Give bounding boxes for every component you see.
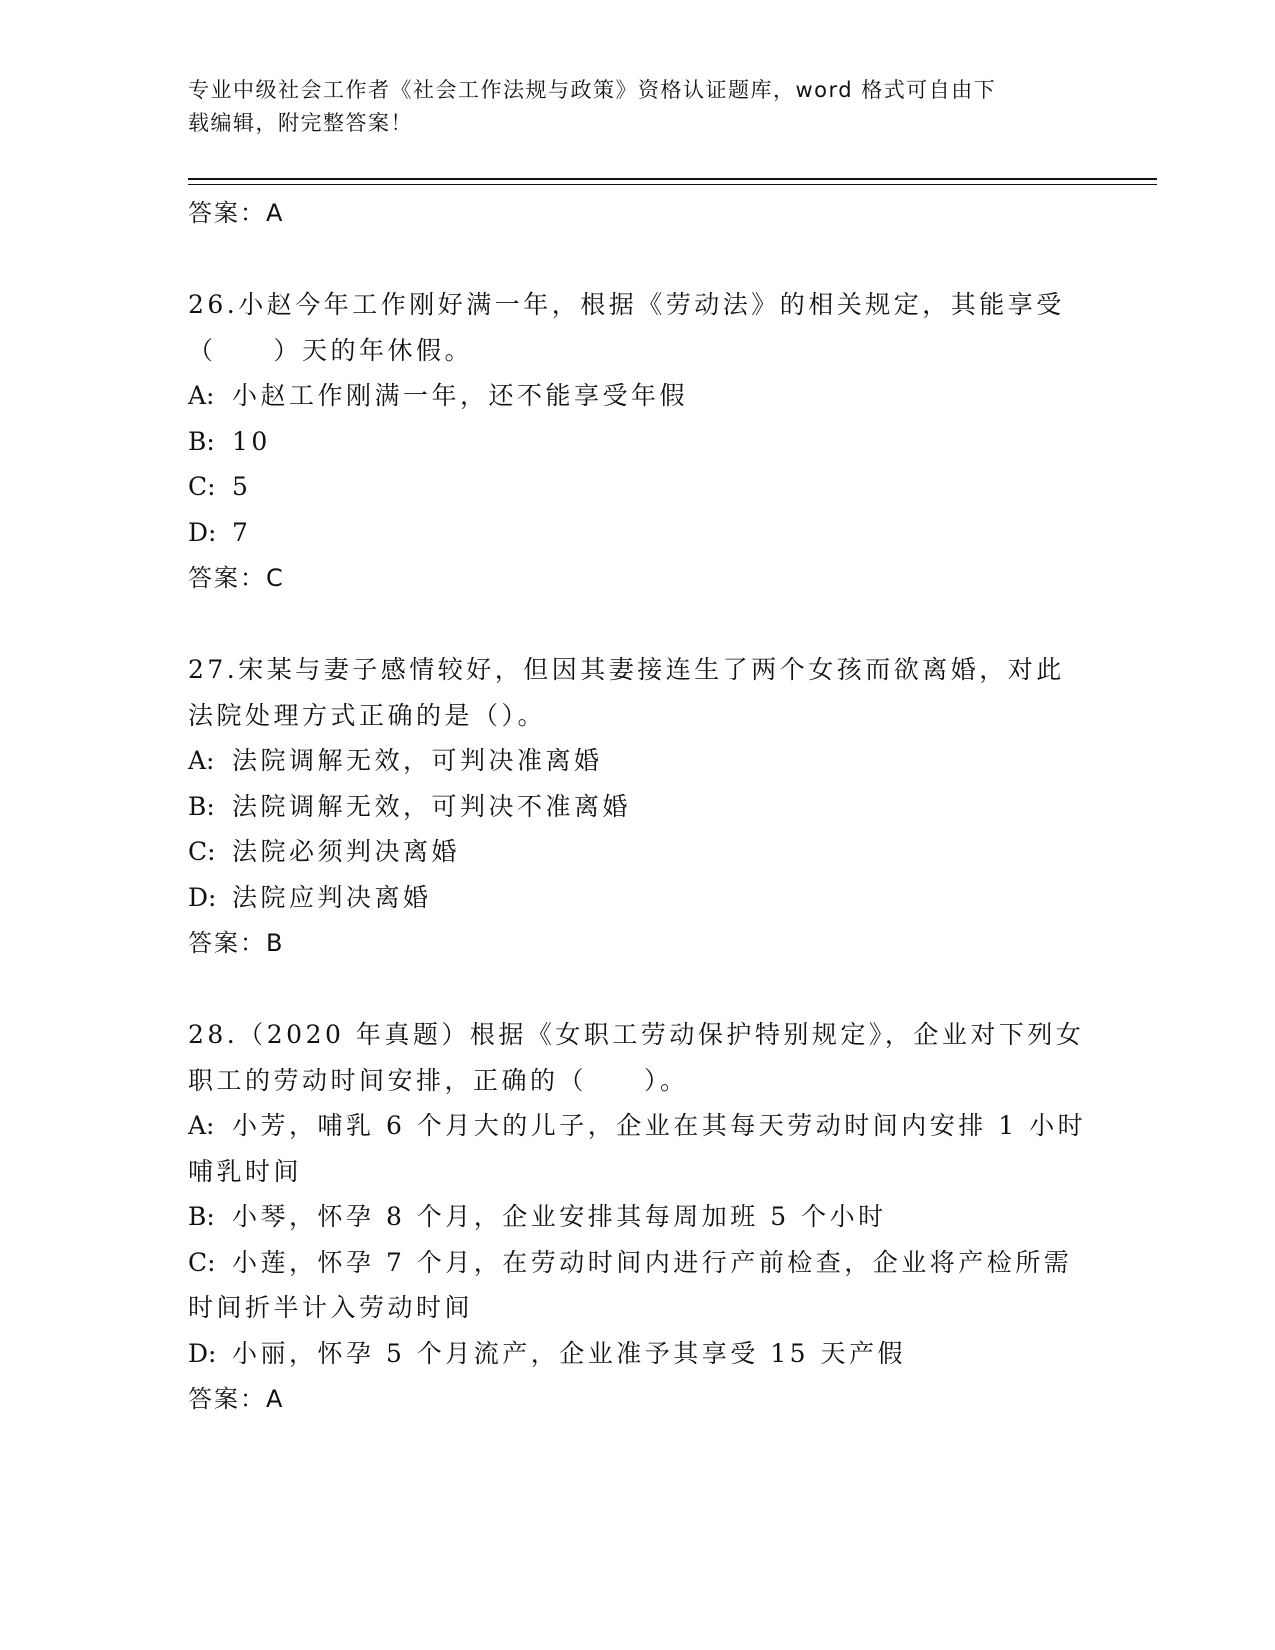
answer-line: 答案：A xyxy=(188,199,285,227)
option-label: A: xyxy=(188,1111,215,1140)
option-text: 10 xyxy=(232,426,271,456)
option-label: D: xyxy=(188,882,217,912)
option-b xyxy=(188,784,1088,830)
option-text: 小丽，怀孕 5 个月流产，企业准予其享受 15 天产假 xyxy=(232,1338,907,1368)
question-text-line: 法院处理方式正确的是（）。 xyxy=(188,700,547,730)
option-a-continuation: 哺乳时间 xyxy=(188,1156,303,1186)
option-label: A: xyxy=(188,746,215,775)
option-label: C: xyxy=(188,1247,216,1277)
answer-line: 答案：C xyxy=(188,564,285,592)
option-text: 5 xyxy=(232,472,252,501)
option-text: 法院调解无效，可判决不准离婚 xyxy=(232,791,632,821)
question-27 xyxy=(188,647,1088,966)
question-text-line: 职工的劳动时间安排，正确的（ ）。 xyxy=(188,1065,689,1095)
option-c-continuation: 时间折半计入劳动时间 xyxy=(188,1293,474,1322)
option-text: 法院调解无效，可判决准离婚 xyxy=(232,746,603,775)
option-b xyxy=(188,1194,1088,1240)
option-d xyxy=(188,875,1088,921)
option-text: 小芳，哺乳 6 个月大的儿子，企业在其每天劳动时间内安排 1 小时 xyxy=(232,1111,1087,1140)
option-text: 法院应判决离婚 xyxy=(232,882,432,912)
answer-line: 答案：B xyxy=(188,929,285,957)
header-rule-thick xyxy=(188,178,1157,180)
page-header xyxy=(188,74,1068,140)
option-d xyxy=(188,1331,1088,1377)
header-rule-thin xyxy=(188,184,1157,185)
question-26 xyxy=(188,282,1088,601)
option-text: 法院必须判决离婚 xyxy=(232,837,461,866)
option-a xyxy=(188,1103,1088,1149)
option-c xyxy=(188,464,1088,510)
question-28 xyxy=(188,1012,1088,1422)
option-a xyxy=(188,738,1088,784)
answer-line: 答案：A xyxy=(188,1385,285,1413)
option-label: A: xyxy=(188,381,215,410)
option-label: D: xyxy=(188,1338,217,1368)
option-label: C: xyxy=(188,837,216,866)
option-label: C: xyxy=(188,472,216,501)
option-label: B: xyxy=(188,791,215,821)
question-list xyxy=(188,190,1088,1422)
option-c xyxy=(188,1240,1088,1286)
option-text: 小莲，怀孕 7 个月，在劳动时间内进行产前检查，企业将产检所需 xyxy=(232,1247,1073,1277)
question-text-line: 27.宋某与妻子感情较好，但因其妻接连生了两个女孩而欲离婚，对此 xyxy=(188,655,1065,684)
option-text: 小琴，怀孕 8 个月，企业安排其每周加班 5 个小时 xyxy=(232,1202,887,1231)
header-line-1: 专业中级社会工作者《社会工作法规与政策》资格认证题库，word 格式可自由下 xyxy=(188,78,997,102)
option-d xyxy=(188,510,1088,556)
option-label: B: xyxy=(188,1202,215,1231)
header-line-2: 载编辑，附完整答案！ xyxy=(188,111,413,135)
option-label: D: xyxy=(188,517,217,547)
option-text: 7 xyxy=(232,517,252,547)
option-a xyxy=(188,373,1088,419)
question-text-line: 26.小赵今年工作刚好满一年，根据《劳动法》的相关规定，其能享受 xyxy=(188,290,1065,319)
option-label: B: xyxy=(188,426,215,456)
option-text: 小赵工作刚满一年，还不能享受年假 xyxy=(232,381,689,410)
option-c xyxy=(188,829,1088,875)
question-text-line: （ ）天的年休假。 xyxy=(188,335,474,365)
question-text-line: 28.（2020 年真题）根据《女职工劳动保护特别规定》，企业对下列女 xyxy=(188,1020,1085,1049)
option-b xyxy=(188,419,1088,465)
